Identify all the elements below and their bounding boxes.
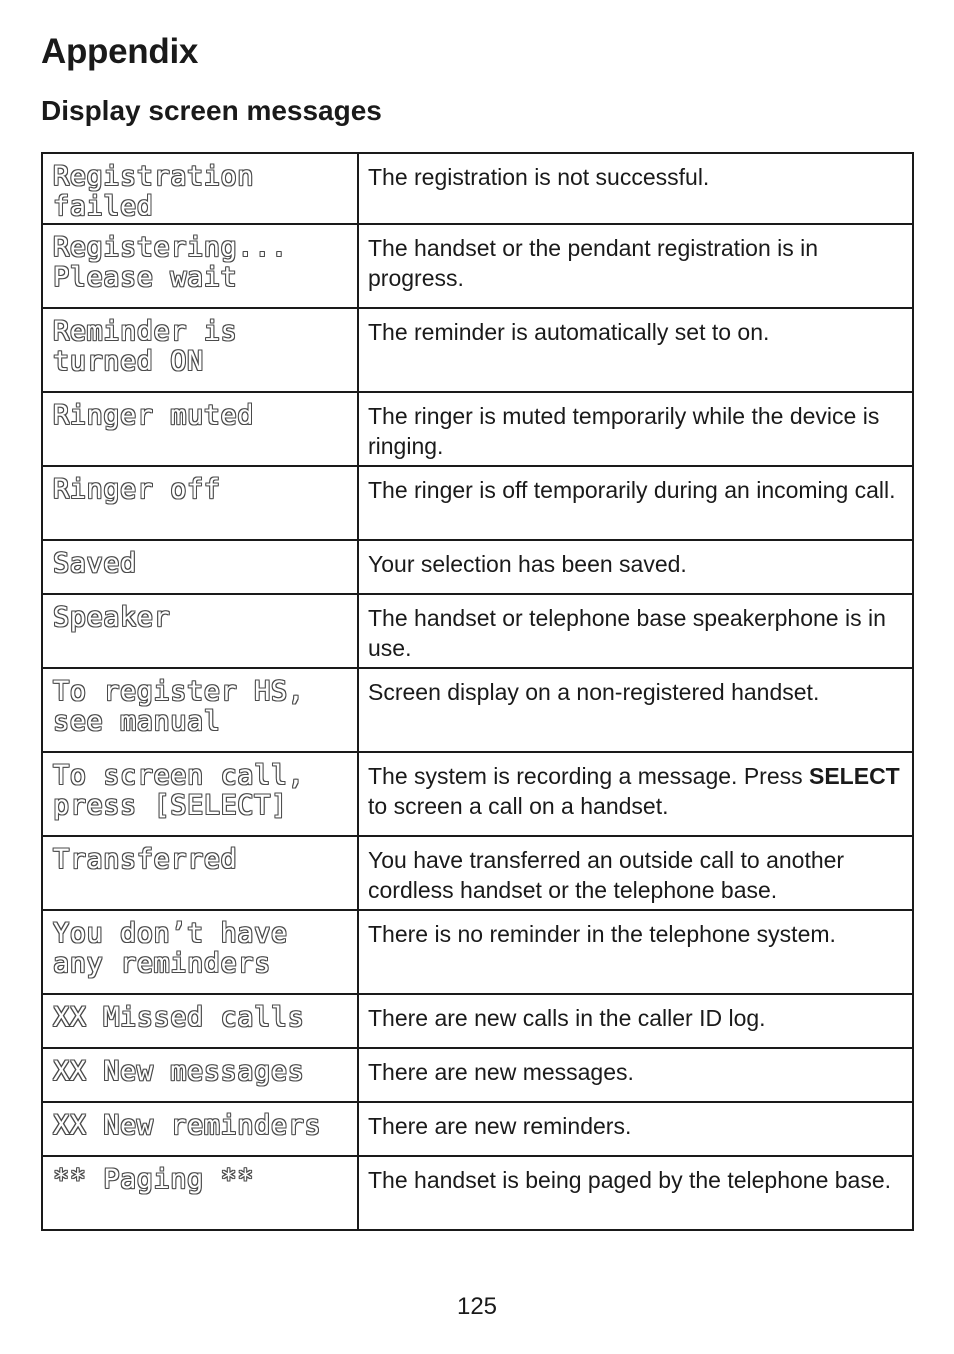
message-description: You have transferred an outside call to another cordless handset or the telephone base. <box>368 847 845 903</box>
message-description: The system is recording a message. Press SELECT to screen a call on a handset. <box>368 763 900 819</box>
screen-message: To register HS, see manual <box>53 676 305 737</box>
message-description: The ringer is muted temporarily while the device is ringing. <box>368 403 880 459</box>
table-row <box>42 594 913 668</box>
message-description: There are new reminders. <box>368 1113 632 1139</box>
screen-message: Transferred <box>53 844 238 875</box>
table-row <box>42 668 913 752</box>
message-description: There are new calls in the caller ID log. <box>368 1005 766 1031</box>
section-title: Display screen messages <box>41 95 382 126</box>
message-description: Your selection has been saved. <box>368 551 687 577</box>
message-description: The reminder is automatically set to on. <box>368 319 770 345</box>
screen-message: You don’t have any reminders <box>53 918 288 979</box>
message-description: There are new messages. <box>368 1059 634 1085</box>
message-description: The handset or telephone base speakerphone is in use. <box>368 605 886 661</box>
screen-message: Ringer muted <box>53 400 255 431</box>
message-description: There is no reminder in the telephone system. <box>368 921 836 947</box>
screen-message: XX New reminders <box>53 1110 322 1141</box>
page-title: Appendix <box>41 32 199 71</box>
message-description: Screen display on a non-registered handset. <box>368 679 820 705</box>
message-description: The registration is not successful. <box>368 164 710 190</box>
select-key-label: SELECT <box>809 763 900 789</box>
screen-message: XX New messages <box>53 1056 305 1087</box>
message-description: The handset or the pendant registration is in progress. <box>368 235 819 291</box>
table-row <box>42 910 913 994</box>
table-row <box>42 153 913 224</box>
table-row <box>42 392 913 466</box>
display-messages-table <box>41 152 914 1231</box>
message-description: The handset is being paged by the telephone base. <box>368 1167 892 1193</box>
table-row <box>42 466 913 540</box>
screen-message: Ringer off <box>53 474 221 505</box>
screen-message: Saved <box>53 548 137 579</box>
message-description: The ringer is off temporarily during an incoming call. <box>368 477 896 503</box>
screen-message: Reminder is turned ON <box>53 316 238 377</box>
table-row <box>42 994 913 1048</box>
screen-message: Registration failed <box>53 161 255 222</box>
table-row <box>42 540 913 594</box>
table-row <box>42 1048 913 1102</box>
page-number: 125 <box>456 1293 498 1320</box>
table-row <box>42 752 913 836</box>
screen-message: ** Paging ** <box>53 1164 255 1195</box>
screen-message: XX Missed calls <box>53 1002 305 1033</box>
table-row <box>42 224 913 308</box>
screen-message: To screen call, press [SELECT] <box>53 760 305 821</box>
screen-message: Registering... Please wait <box>53 232 288 293</box>
table-row <box>42 1156 913 1230</box>
table-row <box>42 1102 913 1156</box>
table-row <box>42 836 913 910</box>
screen-message: Speaker <box>53 602 171 633</box>
table-row <box>42 308 913 392</box>
